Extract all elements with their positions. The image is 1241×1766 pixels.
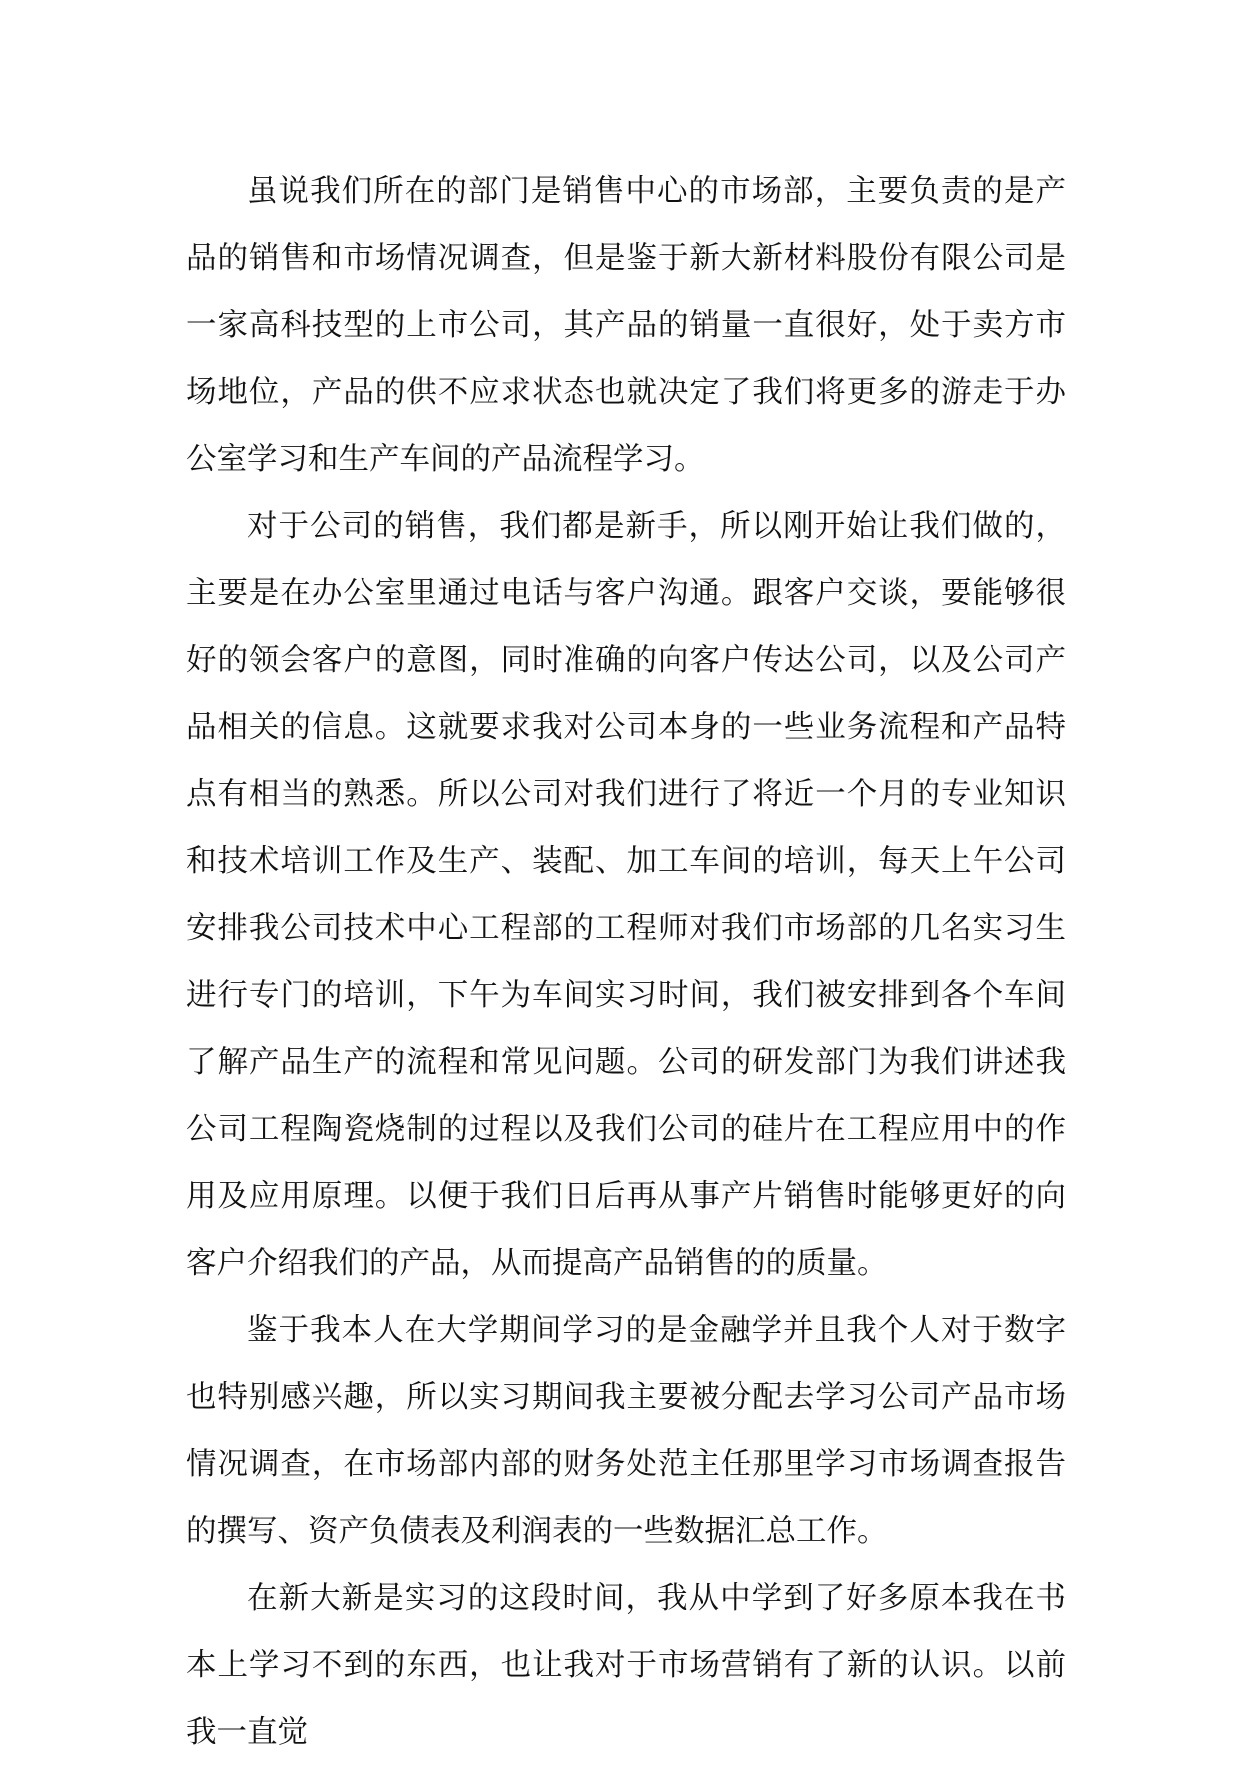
paragraph-4: 在新大新是实习的这段时间，我从中学到了好多原本我在书本上学习不到的东西，也让我对于市场营销有了新的认识。以前我一直觉: [186, 1581, 1066, 1750]
paragraph-3: 鉴于我本人在大学期间学习的是金融学并且我个人对于数字也特别感兴趣，所以实习期间我主要被分配去学习公司产品市场情况调查，在市场部内部的财务处范主任那里学习市场调查报告的撰写、资产负债表及利润表的一些数据汇总工作。: [186, 1313, 1066, 1549]
document-body: [186, 158, 1066, 1766]
paragraph-1: 虽说我们所在的部门是销售中心的市场部，主要负责的是产品的销售和市场情况调查，但是鉴于新大新材料股份有限公司是一家高科技型的上市公司，其产品的销量一直很好，处于卖方市场地位，产品的供不应求状态也就决定了我们将更多的游走于办公室学习和生产车间的产品流程学习。: [186, 174, 1066, 477]
paragraph-2: 对于公司的销售，我们都是新手，所以刚开始让我们做的，主要是在办公室里通过电话与客户沟通。跟客户交谈，要能够很好的领会客户的意图，同时准确的向客户传达公司，以及公司产品相关的信息。这就要求我对公司本身的一些业务流程和产品特点有相当的熟悉。所以公司对我们进行了将近一个月的专业知识和技术培训工作及生产、装配、加工车间的培训，每天上午公司安排我公司技术中心工程部的工程师对我们市场部的几名实习生进行专门的培训，下午为车间实习时间，我们被安排到各个车间了解产品生产的流程和常见问题。公司的研发部门为我们讲述我公司工程陶瓷烧制的过程以及我们公司的硅片在工程应用中的作用及应用原理。以便于我们日后再从事产片销售时能够更好的向客户介绍我们的产品，从而提高产品销售的的质量。: [186, 509, 1066, 1281]
